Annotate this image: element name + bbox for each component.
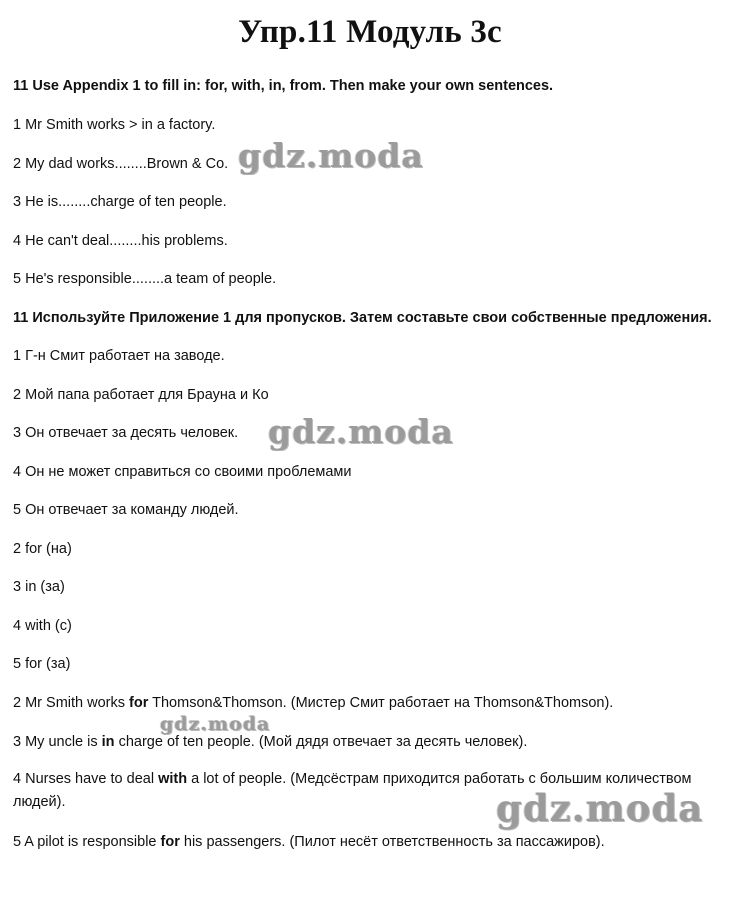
task-item-ru-2: 2 Мой папа работает для Брауна и Ко [13, 387, 269, 403]
answer-2: 2 for (на) [13, 541, 72, 557]
own-sentence-2 [13, 695, 613, 711]
watermark-logo: gdz.moda [496, 786, 704, 830]
task-heading-en: 11 Use Appendix 1 to fill in: for, with, in, from. Then make your own sentences. [13, 78, 554, 94]
own-sentence-5 [13, 834, 605, 850]
task-item-ru-4: 4 Он не может справиться со своими проблемами [13, 464, 352, 480]
own-sentence-text: 5 A pilot is responsible [13, 834, 161, 850]
answer-4: 4 with (с) [13, 618, 72, 634]
task-item-en-4: 4 He can't deal........his problems. [13, 233, 228, 249]
task-item-en-1: 1 Mr Smith works > in a factory. [13, 117, 216, 133]
watermark-logo: gdz.moda [268, 412, 454, 451]
watermark-logo: gdz.moda [238, 136, 424, 175]
own-sentence-text: 3 My uncle is [13, 734, 102, 750]
own-sentence-text: 4 Nurses have to deal [13, 771, 159, 787]
own-sentence-text: 2 Mr Smith works [13, 695, 130, 711]
own-sentence-preposition: for [129, 695, 149, 711]
own-sentence-text: Thomson&Thomson. (Мистер Смит работает на Thomson&Thomson). [148, 695, 614, 711]
own-sentence-preposition: in [101, 734, 115, 750]
task-item-en-3: 3 He is........charge of ten people. [13, 194, 227, 210]
own-sentence-text: his passengers. (Пилот несёт ответственность за пассажиров). [179, 834, 605, 850]
answer-5: 5 for (за) [13, 656, 71, 672]
watermark-logo: gdz.moda [160, 713, 271, 735]
task-item-en-5: 5 He's responsible........a team of people. [13, 271, 277, 287]
own-sentence-3 [13, 734, 527, 750]
task-item-en-2: 2 My dad works........Brown & Co. [13, 156, 229, 172]
task-item-ru-3: 3 Он отвечает за десять человек. [13, 425, 239, 441]
own-sentence-text: a lot of people. (Медсёстрам приходится работать с большим количеством людей). [13, 771, 692, 810]
task-heading-ru: 11 Используйте Приложение 1 для пропусков. Затем составьте свои собственные предложения. [13, 310, 712, 326]
task-item-ru-1: 1 Г-н Смит работает на заводе. [13, 348, 225, 364]
own-sentence-preposition: with [158, 771, 188, 787]
answer-3: 3 in (за) [13, 579, 65, 595]
own-sentence-preposition: for [160, 834, 180, 850]
task-item-ru-5: 5 Он отвечает за команду людей. [13, 502, 239, 518]
page-title: Упр.11 Модуль 3с [238, 14, 502, 50]
own-sentence-text: charge of ten people. (Мой дядя отвечает за десять человек). [114, 734, 528, 750]
